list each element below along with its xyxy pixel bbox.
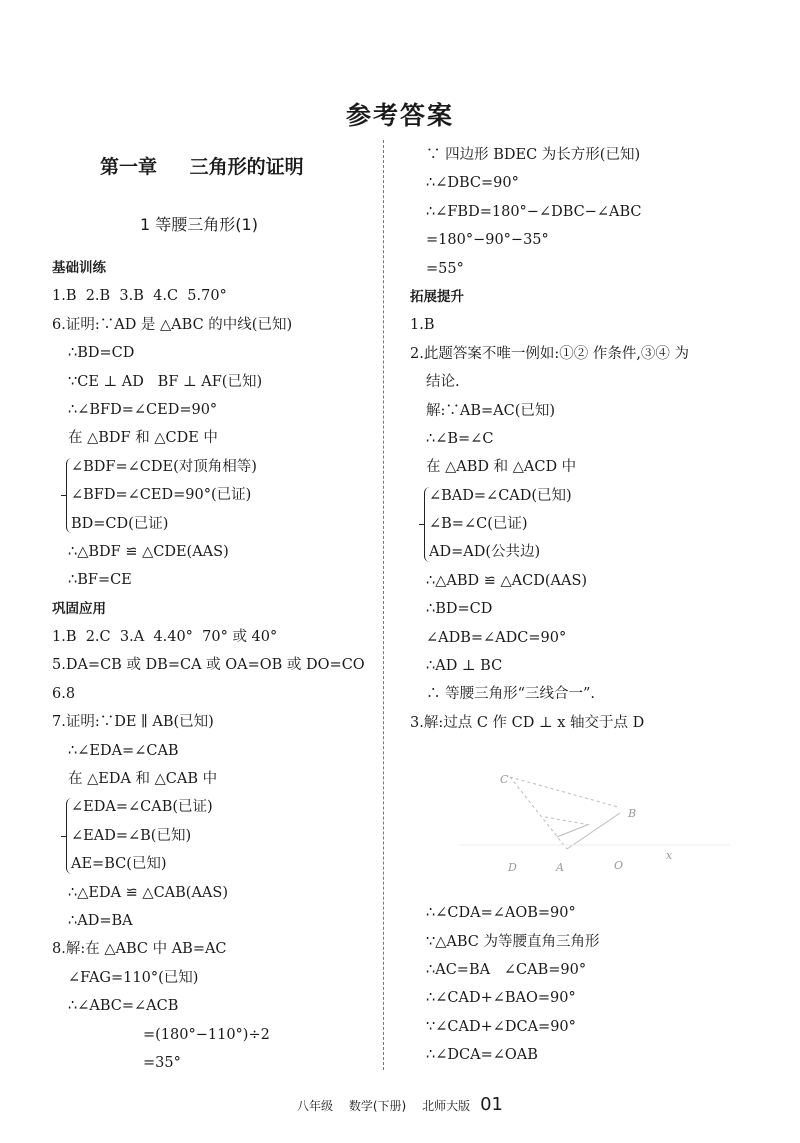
label-c: C [500,773,509,787]
answer-line: 1.B 2.B 3.B 4.C 5.70° [52,288,227,305]
footer-subject: 数学(下册) [348,1099,407,1113]
answer-line: 1.B [410,317,435,334]
answer-line: ∴AD=BA [68,912,133,929]
answer-line: ∴∠ABC=∠ACB [68,998,179,1015]
answer-line: =180°−90°−35° [426,232,549,249]
answer-line: 6.8 [52,685,76,702]
answer-line: 7.证明:∵DE ∥ AB(已知) [52,714,214,731]
answer-line: ∴∠B=∠C [426,430,494,447]
brace-line: ∠EDA=∠CAB(已证) [71,799,213,816]
answer-line: 2.此题答案不唯一例如:①② 作条件,③④ 为 [410,345,690,362]
answer-line: 8.解:在 △ABC 中 AB=AC [52,941,227,958]
answer-line: ∴∠EDA=∠CAB [68,742,179,759]
page-number: 01 [480,1094,503,1115]
subsection-heading: 拓展提升 [410,288,464,305]
answer-line: 1.B 2.C 3.A 4.40° 70° 或 40° [52,629,278,646]
brace-line: ∠BFD=∠CED=90°(已证) [71,487,252,504]
answer-line: 在 △BDF 和 △CDE 中 [68,430,218,447]
chapter-heading: 第一章 三角形的证明 [100,156,304,178]
answer-line: ∵ 四边形 BDEC 为长方形(已知) [426,147,641,163]
answer-line: ∴△EDA ≌ △CAB(AAS) [68,884,228,901]
subsection-heading: 巩固应用 [52,600,106,617]
brace-line: ∠BDF=∠CDE(对顶角相等) [71,458,257,475]
brace-line: ∠EAD=∠B(已知) [71,827,192,844]
label-a: A [556,861,564,875]
answer-line: ∴ 等腰三角形“三线合一”. [426,686,596,703]
answer-line: 3.解:过点 C 作 CD ⊥ x 轴交于点 D [410,714,645,731]
footer-edition: 北师大版 [422,1099,471,1113]
answer-line: ∴AD ⊥ BC [426,658,503,675]
answer-line: 解:∵AB=AC(已知) [426,402,556,419]
brace-line: AE=BC(已知) [71,856,167,873]
figure [410,737,730,899]
answer-line: ∴∠FBD=180°−∠DBC−∠ABC [426,203,642,220]
brace-line: ∠B=∠C(已证) [429,516,528,533]
brace-line: AD=AD(公共边) [429,544,541,561]
coordinate-figure [400,737,730,899]
answer-line: ∵∠CAD+∠DCA=90° [426,1018,576,1035]
footer-grade: 八年级 [297,1099,334,1113]
answer-line: 结论. [426,374,460,391]
answer-line: =(180°−110°)÷2 [143,1026,270,1043]
brace-group [66,793,365,878]
right-column [410,141,730,1070]
column-divider [383,140,384,1070]
answer-line: ∴△BDF ≌ △CDE(AAS) [68,543,229,560]
answer-line: ∴BD=CD [426,601,493,618]
answer-line: 在 △EDA 和 △CAB 中 [68,771,218,788]
answer-line: ∴BF=CE [68,572,132,589]
page-title: 参考答案 [345,101,454,130]
answer-line: =35° [143,1054,181,1071]
subsection-heading: 基础训练 [52,260,106,276]
answer-line: ∴△ABD ≌ △ACD(AAS) [426,572,588,589]
label-b: B [628,807,637,821]
brace-line: ∠BAD=∠CAD(已知) [429,487,572,504]
left-column [52,254,365,1077]
answer-line: ∴AC=BA ∠CAB=90° [426,961,587,978]
section-heading: 1 等腰三角形(1) [140,215,258,234]
brace-group [66,453,365,538]
answer-line: ∴∠BFD=∠CED=90° [68,401,218,418]
answer-line: ∴∠DBC=90° [426,175,519,192]
label-o: O [614,859,624,873]
answer-line: ∴∠DCA=∠OAB [426,1047,538,1064]
answer-line: =55° [426,260,464,277]
answer-line: ∴∠CDA=∠AOB=90° [426,905,576,922]
page-footer [0,1094,800,1115]
answer-line: 5.DA=CB 或 DB=CA 或 OA=OB 或 DO=CO [52,657,365,674]
label-d: D [508,861,517,875]
answer-line: ∵CE ⊥ AD BF ⊥ AF(已知) [68,373,263,390]
answer-line: ∠ADB=∠ADC=90° [426,629,567,646]
answer-line: ∴∠CAD+∠BAO=90° [426,990,576,1007]
answer-line: ∠FAG=110°(已知) [68,969,199,986]
answer-line: ∵△ABC 为等腰直角三角形 [426,933,600,950]
answer-line: 6.证明:∵AD 是 △ABC 的中线(已知) [52,316,293,333]
answer-line: 在 △ABD 和 △ACD 中 [426,459,577,476]
label-x: x [666,849,673,863]
answer-line: ∴BD=CD [68,345,135,362]
brace-line: BD=CD(已证) [71,515,169,532]
brace-group [424,482,730,567]
